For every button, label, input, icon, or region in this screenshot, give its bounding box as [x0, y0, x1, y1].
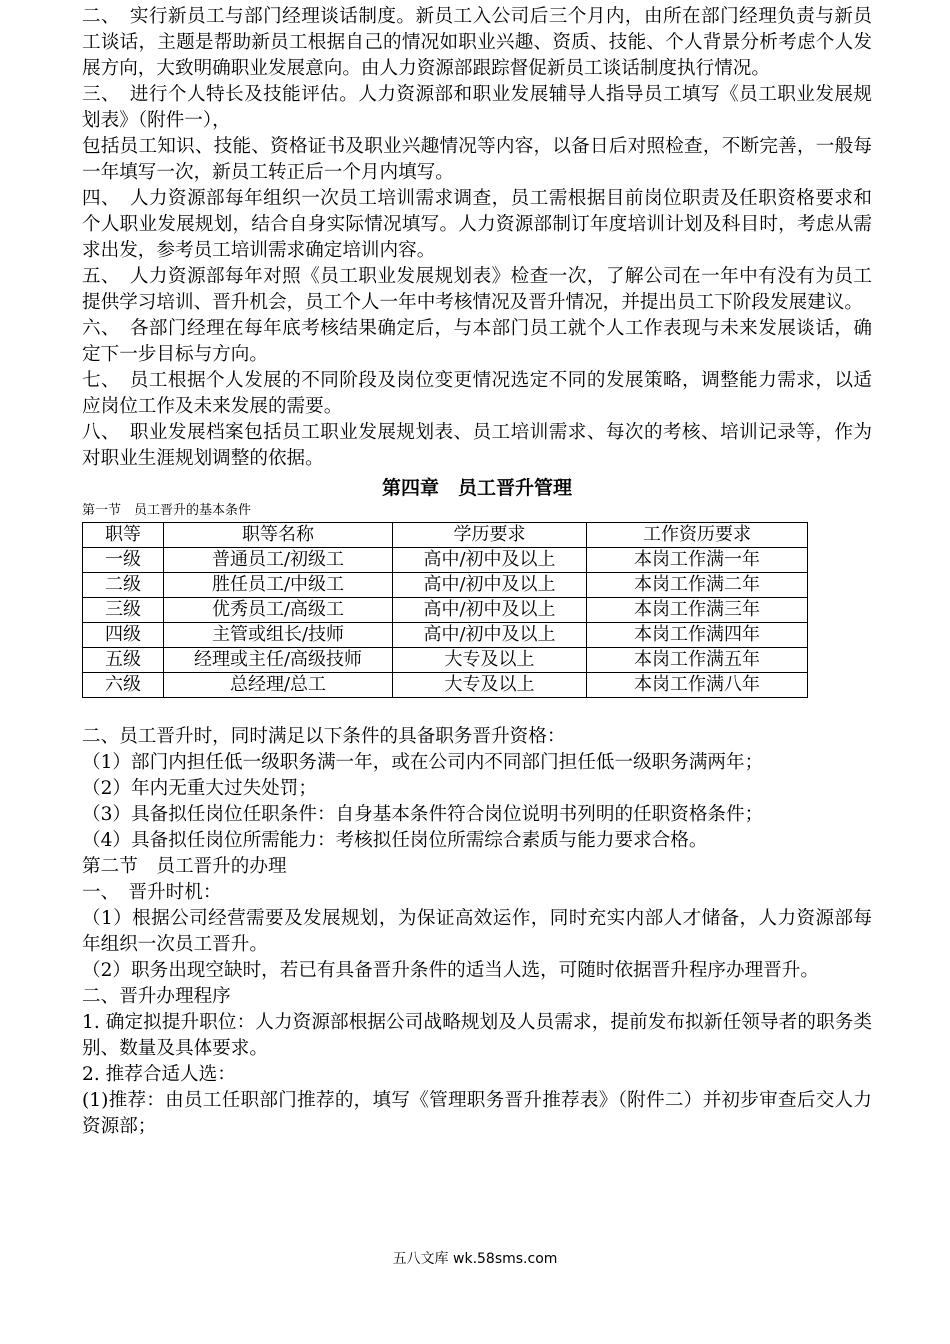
table-cell: 总经理/总工 [164, 673, 393, 698]
paragraph: 八、 职业发展档案包括员工职业发展规划表、员工培训需求、每次的考核、培训记录等，作为对职业生涯规划调整的依据。 [82, 422, 872, 469]
table-cell: 五级 [83, 648, 164, 673]
list-item: （1）部门内担任低一级职务满一年，或在公司内不同部门担任低一级职务满两年； [82, 752, 764, 773]
table-cell: 高中/初中及以上 [393, 548, 587, 573]
list-item: （2）年内无重大过失处罚； [82, 778, 317, 799]
spacer [82, 698, 872, 724]
table-row [83, 598, 808, 623]
paragraph: 四、 人力资源部每年组织一次员工培训需求调查，员工需根据目前岗位职责及任职资格要求和个人职业发展规划，结合自身实际情况填写。人力资源部制订年度培训计划及科目时，考虑从需求出发，参考员工培训需求确定培训内容。 [82, 188, 872, 261]
chapter-title: 第四章 员工晋升管理 [381, 477, 572, 499]
paragraph: 包括员工知识、技能、资格证书及职业兴趣情况等内容，以备日后对照检查，不断完善，一般每一年填写一次，新员工转正后一个月内填写。 [82, 136, 872, 183]
table-cell: 三级 [83, 598, 164, 623]
list-item: （1）根据公司经营需要及发展规划，为保证高效运作，同时充实内部人才储备，人力资源部每年组织一次员工晋升。 [82, 908, 872, 955]
list-item: （4）具备拟任岗位所需能力：考核拟任岗位所需综合素质与能力要求合格。 [82, 830, 708, 851]
table-cell: 本岗工作满三年 [587, 598, 808, 623]
table-cell: 主管或组长/技师 [164, 623, 393, 648]
table-cell: 高中/初中及以上 [393, 573, 587, 598]
table-cell: 六级 [83, 673, 164, 698]
table-row [83, 648, 808, 673]
table-row [83, 548, 808, 573]
table-cell: 四级 [83, 623, 164, 648]
list-item: (1)推荐：由员工任职部门推荐的，填写《管理职务晋升推荐表》（附件二）并初步审查后交人力资源部； [82, 1090, 872, 1137]
paragraph: 一、 晋升时机： [82, 882, 222, 903]
table-cell: 胜任员工/中级工 [164, 573, 393, 598]
list-item: 2. 推荐合适人选： [82, 1064, 236, 1085]
footer-watermark: 五八文库 wk.58sms.com [392, 1251, 558, 1267]
table-cell: 本岗工作满一年 [587, 548, 808, 573]
table-cell: 大专及以上 [393, 673, 587, 698]
list-item: （2）职务出现空缺时，若已有具备晋升条件的适当人选，可随时依据晋升程序办理晋升。 [82, 960, 819, 981]
section-title: 第二节 员工晋升的办理 [82, 856, 287, 877]
list-item: 1. 确定拟提升职位：人力资源部根据公司战略规划及人员需求，提前发布拟新任领导者的职务类别、数量及具体要求。 [82, 1012, 872, 1059]
table-header-cell: 职等 [83, 523, 164, 548]
table-cell: 本岗工作满二年 [587, 573, 808, 598]
table-header-cell: 工作资历要求 [587, 523, 808, 548]
table-cell: 大专及以上 [393, 648, 587, 673]
paragraph: 二、晋升办理程序 [82, 986, 231, 1007]
promotion-conditions-table [82, 522, 808, 698]
table-cell: 优秀员工/高级工 [164, 598, 393, 623]
paragraph: 二、 实行新员工与部门经理谈话制度。新员工入公司后三个月内，由所在部门经理负责与新员工谈话，主题是帮助新员工根据自己的情况如职业兴趣、资质、技能、个人背景分析考虑个人发展方向，大致明确职业发展意向。由人力资源部跟踪督促新员工谈话制度执行情况。 [82, 6, 872, 79]
paragraph: 六、 各部门经理在每年底考核结果确定后，与本部门员工就个人工作表现与未来发展谈话，确定下一步目标与方向。 [82, 318, 872, 365]
table-row [83, 623, 808, 648]
paragraph: 五、 人力资源部每年对照《员工职业发展规划表》检查一次，了解公司在一年中有没有为员工提供学习培训、晋升机会，员工个人一年中考核情况及晋升情况，并提出员工下阶段发展建议。 [82, 266, 872, 313]
paragraph: 二、员工晋升时，同时满足以下条件的具备职务晋升资格： [82, 726, 566, 747]
table-header-cell: 学历要求 [393, 523, 587, 548]
table-cell: 二级 [83, 573, 164, 598]
table-cell: 本岗工作满四年 [587, 623, 808, 648]
document-page [82, 4, 872, 1140]
paragraph: 七、 员工根据个人发展的不同阶段及岗位变更情况选定不同的发展策略，调整能力需求，以适应岗位工作及未来发展的需要。 [82, 370, 872, 417]
table-row [83, 573, 808, 598]
table-cell: 普通员工/初级工 [164, 548, 393, 573]
table-cell: 本岗工作满五年 [587, 648, 808, 673]
table-header-cell: 职等名称 [164, 523, 393, 548]
table-cell: 高中/初中及以上 [393, 598, 587, 623]
table-cell: 高中/初中及以上 [393, 623, 587, 648]
table-row [83, 673, 808, 698]
list-item: （3）具备拟任岗位任职条件：自身基本条件符合岗位说明书列明的任职资格条件； [82, 804, 764, 825]
table-cell: 经理或主任/高级技师 [164, 648, 393, 673]
section-title: 第一节 员工晋升的基本条件 [82, 503, 252, 518]
table-header-row [83, 523, 808, 548]
table-cell: 本岗工作满八年 [587, 673, 808, 698]
paragraph: 三、 进行个人特长及技能评估。人力资源部和职业发展辅导人指导员工填写《员工职业发展规划表》（附件一）， [82, 84, 872, 131]
table-cell: 一级 [83, 548, 164, 573]
